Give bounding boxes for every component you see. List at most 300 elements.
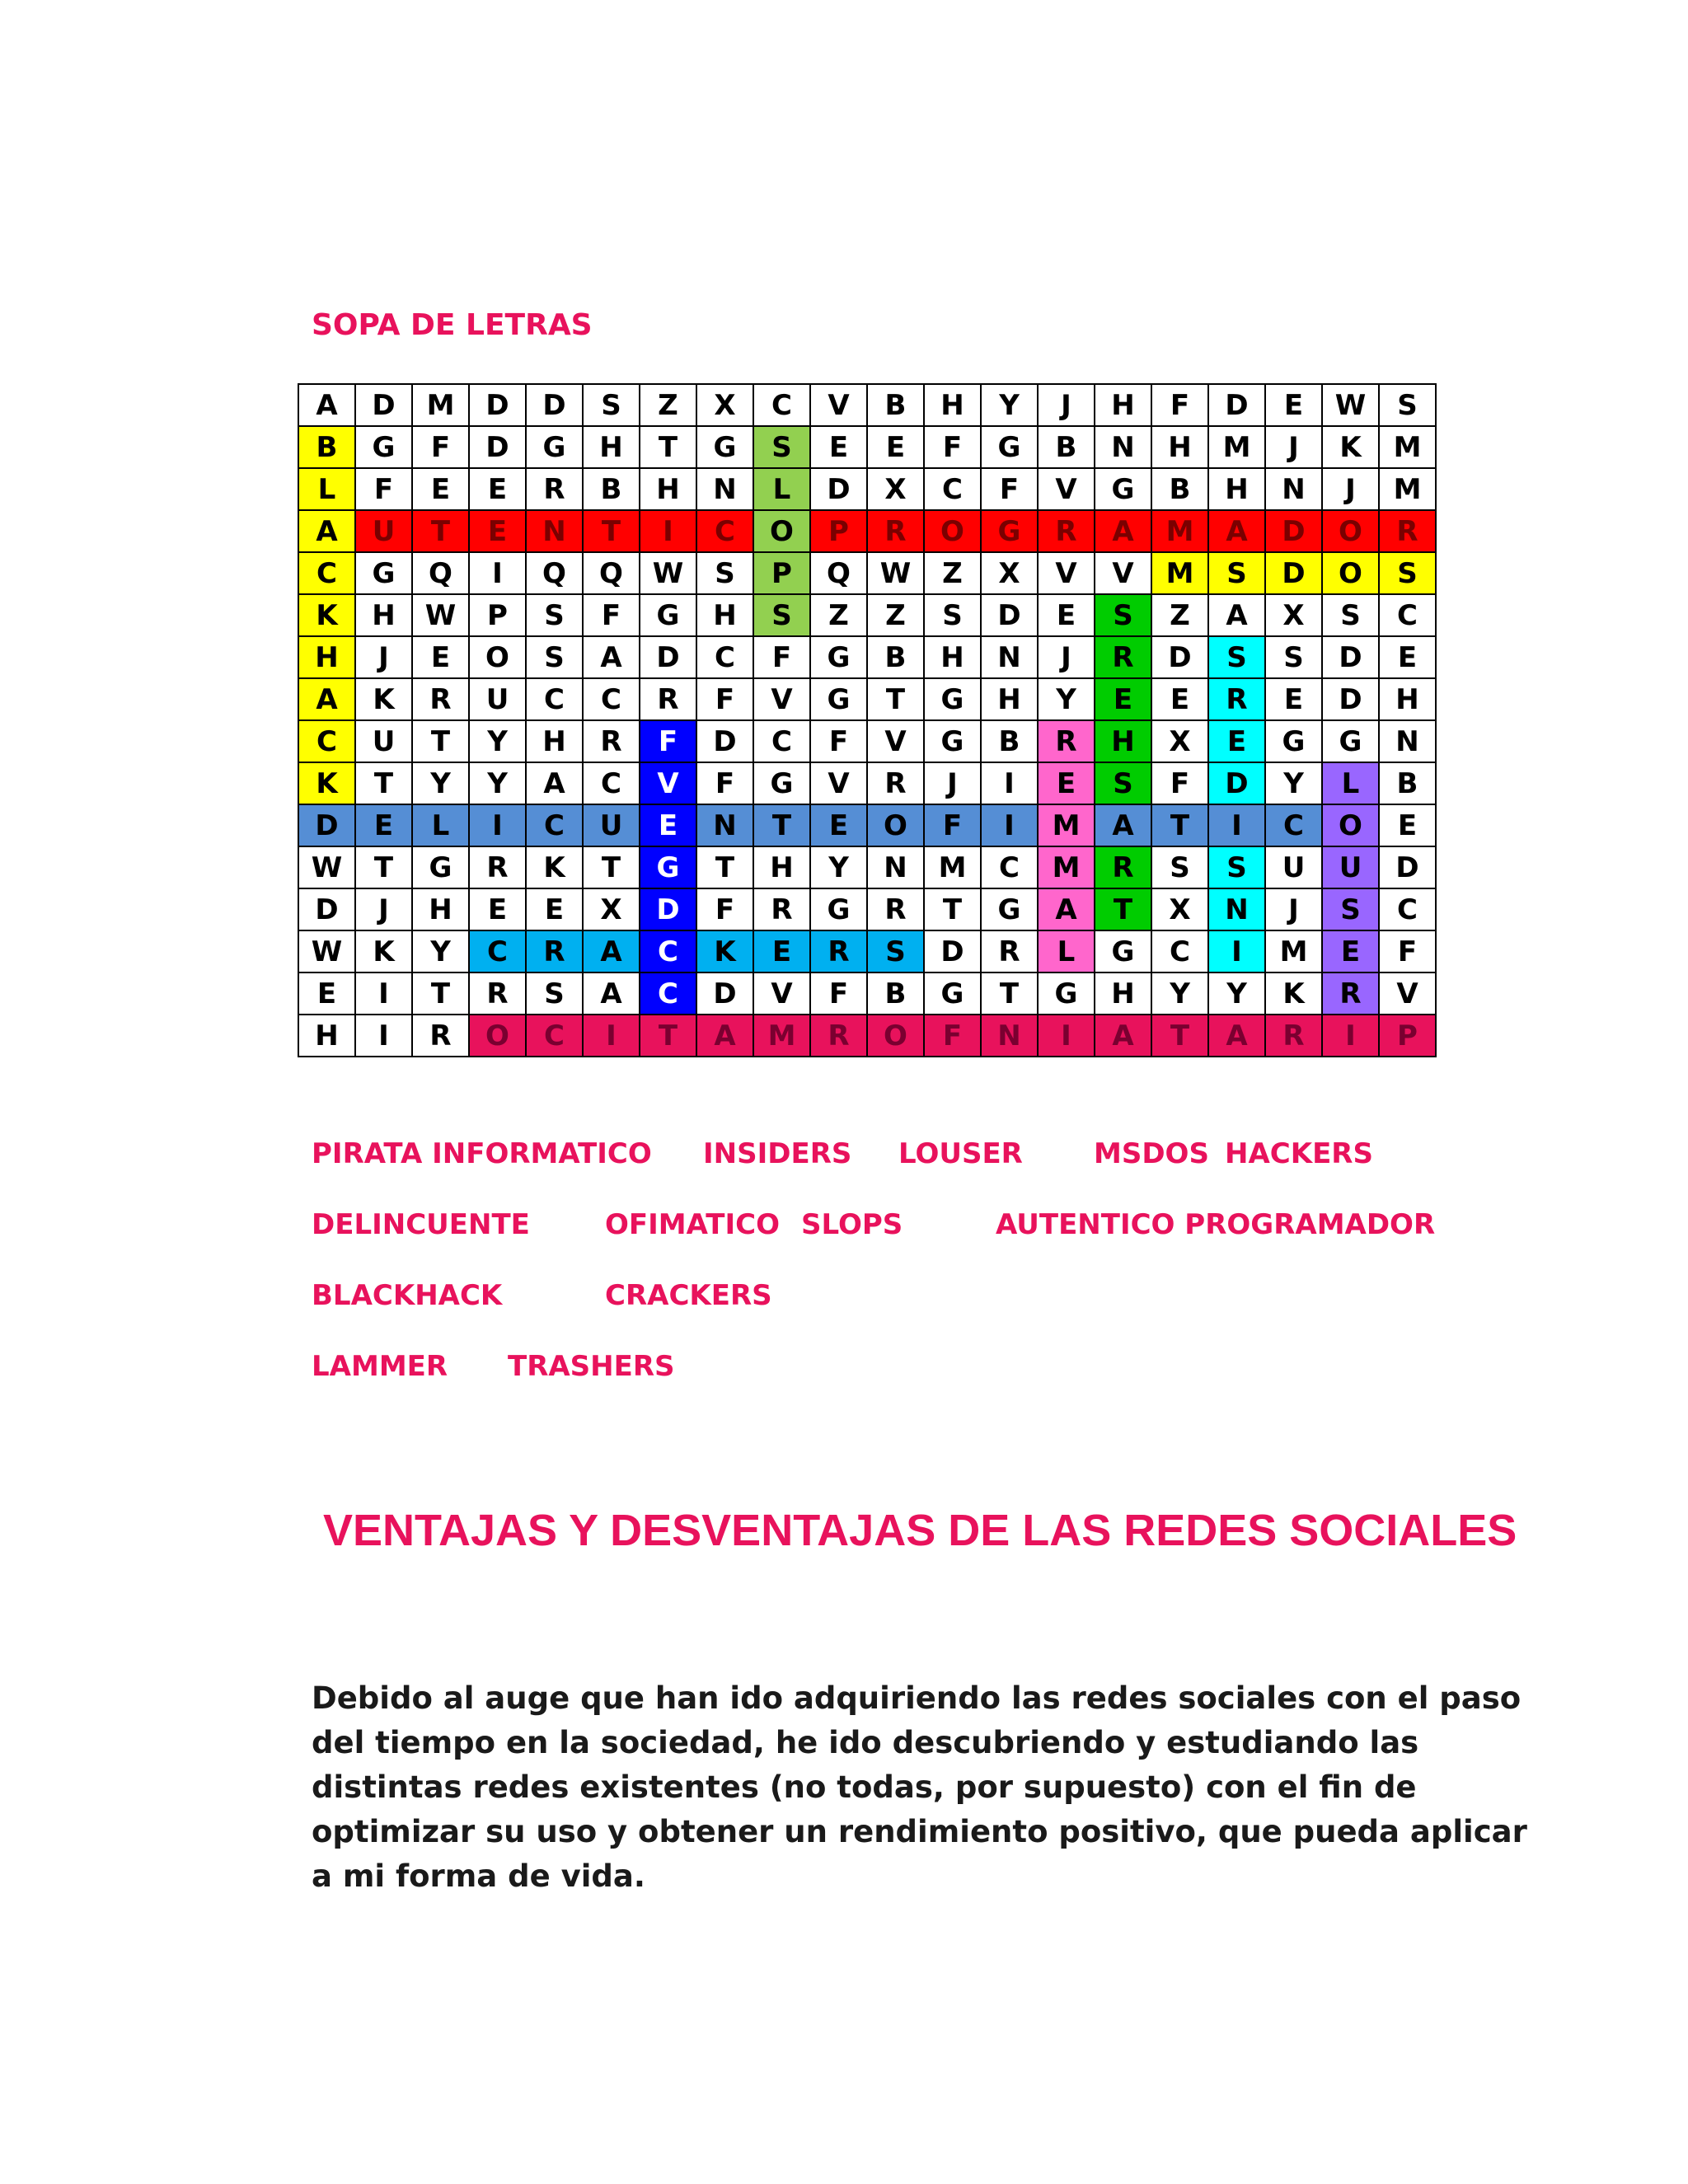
grid-cell: G: [526, 426, 583, 468]
grid-cell: S: [526, 594, 583, 636]
grid-cell: Y: [469, 762, 526, 804]
grid-cell: Z: [640, 384, 696, 426]
grid-cell: G: [1095, 468, 1151, 510]
grid-cell: H: [640, 468, 696, 510]
grid-cell: B: [583, 468, 640, 510]
grid-cell: D: [640, 636, 696, 678]
grid-cell: T: [981, 972, 1038, 1015]
grid-cell: I: [355, 1015, 412, 1057]
grid-cell: R: [753, 888, 810, 930]
grid-cell: O: [1322, 804, 1379, 846]
grid-row: [298, 888, 1436, 930]
grid-cell: V: [1038, 552, 1095, 594]
grid-row: [298, 678, 1436, 720]
word-search-grid: [298, 383, 1437, 1057]
grid-cell: X: [583, 888, 640, 930]
grid-cell: Z: [924, 552, 981, 594]
grid-cell: M: [1151, 552, 1208, 594]
word-pirata-informatico: PIRATA INFORMATICO: [312, 1137, 652, 1170]
grid-cell: E: [810, 804, 867, 846]
grid-cell: C: [298, 720, 355, 762]
grid-cell: D: [640, 888, 696, 930]
grid-cell: H: [412, 888, 469, 930]
grid-cell: A: [1038, 888, 1095, 930]
grid-cell: F: [981, 468, 1038, 510]
grid-cell: W: [1322, 384, 1379, 426]
grid-cell: C: [583, 762, 640, 804]
word-insiders: INSIDERS: [703, 1137, 852, 1170]
grid-cell: T: [583, 510, 640, 552]
grid-cell: D: [981, 594, 1038, 636]
grid-cell: R: [1379, 510, 1436, 552]
grid-cell: I: [981, 762, 1038, 804]
grid-cell: Y: [412, 762, 469, 804]
grid-row: [298, 552, 1436, 594]
grid-cell: S: [1379, 384, 1436, 426]
grid-cell: A: [1095, 510, 1151, 552]
grid-cell: H: [1379, 678, 1436, 720]
grid-cell: F: [924, 1015, 981, 1057]
grid-cell: V: [640, 762, 696, 804]
grid-cell: Q: [810, 552, 867, 594]
grid-cell: Y: [469, 720, 526, 762]
grid-cell: G: [924, 972, 981, 1015]
section-heading: VENTAJAS Y DESVENTAJAS DE LAS REDES SOCIALES: [323, 1506, 1517, 1555]
grid-cell: K: [298, 762, 355, 804]
grid-cell: O: [867, 804, 924, 846]
grid-cell: C: [696, 636, 753, 678]
grid-cell: W: [867, 552, 924, 594]
word-delincuente: DELINCUENTE: [312, 1208, 530, 1241]
grid-cell: K: [526, 846, 583, 888]
grid-cell: Y: [1151, 972, 1208, 1015]
grid-cell: Y: [981, 384, 1038, 426]
grid-cell: D: [1208, 762, 1265, 804]
grid-cell: T: [583, 846, 640, 888]
grid-cell: E: [1208, 720, 1265, 762]
grid-cell: A: [583, 930, 640, 972]
grid-cell: K: [1322, 426, 1379, 468]
grid-cell: Q: [526, 552, 583, 594]
grid-cell: G: [924, 678, 981, 720]
grid-cell: T: [753, 804, 810, 846]
grid-cell: E: [1038, 594, 1095, 636]
grid-cell: C: [696, 510, 753, 552]
grid-cell: D: [298, 888, 355, 930]
grid-cell: E: [469, 468, 526, 510]
grid-cell: F: [640, 720, 696, 762]
grid-cell: E: [469, 888, 526, 930]
grid-cell: Q: [412, 552, 469, 594]
grid-cell: S: [583, 384, 640, 426]
grid-cell: B: [1038, 426, 1095, 468]
grid-cell: U: [583, 804, 640, 846]
grid-cell: V: [753, 972, 810, 1015]
grid-cell: S: [924, 594, 981, 636]
grid-cell: T: [640, 426, 696, 468]
grid-row: [298, 636, 1436, 678]
grid-cell: S: [1208, 636, 1265, 678]
grid-cell: B: [867, 636, 924, 678]
grid-cell: N: [867, 846, 924, 888]
grid-cell: R: [469, 972, 526, 1015]
grid-cell: E: [867, 426, 924, 468]
grid-cell: R: [640, 678, 696, 720]
grid-row: [298, 930, 1436, 972]
grid-cell: G: [924, 720, 981, 762]
grid-cell: N: [696, 468, 753, 510]
grid-row: [298, 510, 1436, 552]
grid-cell: I: [583, 1015, 640, 1057]
grid-cell: U: [355, 510, 412, 552]
grid-cell: R: [583, 720, 640, 762]
grid-cell: D: [1322, 636, 1379, 678]
grid-cell: T: [412, 510, 469, 552]
grid-cell: M: [753, 1015, 810, 1057]
grid-cell: F: [412, 426, 469, 468]
grid-cell: G: [981, 426, 1038, 468]
grid-cell: K: [355, 678, 412, 720]
grid-cell: D: [298, 804, 355, 846]
grid-cell: L: [1038, 930, 1095, 972]
grid-cell: R: [526, 468, 583, 510]
grid-cell: G: [810, 636, 867, 678]
grid-cell: M: [1379, 468, 1436, 510]
grid-cell: T: [355, 846, 412, 888]
grid-cell: J: [1038, 636, 1095, 678]
grid-cell: X: [696, 384, 753, 426]
grid-cell: C: [583, 678, 640, 720]
grid-cell: E: [1038, 762, 1095, 804]
word-crackers: CRACKERS: [605, 1279, 772, 1312]
grid-row: [298, 846, 1436, 888]
grid-cell: G: [1095, 930, 1151, 972]
grid-cell: S: [696, 552, 753, 594]
grid-cell: S: [1322, 888, 1379, 930]
grid-row: [298, 468, 1436, 510]
grid-cell: W: [298, 846, 355, 888]
grid-cell: K: [298, 594, 355, 636]
grid-cell: C: [526, 804, 583, 846]
grid-cell: G: [412, 846, 469, 888]
grid-cell: L: [298, 468, 355, 510]
grid-cell: W: [412, 594, 469, 636]
grid-cell: S: [1208, 846, 1265, 888]
grid-cell: E: [355, 804, 412, 846]
grid-cell: D: [1151, 636, 1208, 678]
grid-cell: A: [526, 762, 583, 804]
grid-cell: V: [1038, 468, 1095, 510]
grid-cell: G: [1038, 972, 1095, 1015]
grid-cell: H: [753, 846, 810, 888]
grid-cell: O: [924, 510, 981, 552]
grid-cell: P: [469, 594, 526, 636]
word-msdos: MSDOS: [1094, 1137, 1209, 1170]
grid-cell: E: [810, 426, 867, 468]
grid-cell: D: [526, 384, 583, 426]
grid-cell: D: [355, 384, 412, 426]
grid-cell: H: [583, 426, 640, 468]
grid-cell: D: [469, 384, 526, 426]
grid-cell: N: [1265, 468, 1322, 510]
grid-cell: W: [298, 930, 355, 972]
grid-cell: D: [696, 972, 753, 1015]
grid-cell: R: [412, 1015, 469, 1057]
grid-cell: G: [810, 888, 867, 930]
grid-cell: B: [867, 384, 924, 426]
grid-cell: C: [924, 468, 981, 510]
grid-cell: M: [1379, 426, 1436, 468]
grid-cell: E: [1095, 678, 1151, 720]
grid-cell: Y: [1265, 762, 1322, 804]
grid-cell: D: [696, 720, 753, 762]
grid-cell: J: [355, 888, 412, 930]
grid-cell: D: [469, 426, 526, 468]
grid-cell: F: [355, 468, 412, 510]
grid-cell: C: [753, 720, 810, 762]
grid-cell: F: [696, 762, 753, 804]
word-ofimatico: OFIMATICO: [605, 1208, 780, 1241]
grid-cell: H: [924, 384, 981, 426]
grid-cell: X: [867, 468, 924, 510]
grid-cell: F: [924, 426, 981, 468]
grid-cell: U: [469, 678, 526, 720]
grid-cell: G: [355, 426, 412, 468]
grid-cell: T: [924, 888, 981, 930]
grid-cell: B: [298, 426, 355, 468]
grid-cell: V: [1379, 972, 1436, 1015]
grid-cell: H: [981, 678, 1038, 720]
grid-cell: J: [1038, 384, 1095, 426]
grid-row: [298, 1015, 1436, 1057]
grid-cell: H: [355, 594, 412, 636]
grid-cell: H: [696, 594, 753, 636]
grid-cell: S: [867, 930, 924, 972]
grid-cell: Y: [1208, 972, 1265, 1015]
grid-row: [298, 762, 1436, 804]
grid-cell: R: [1322, 972, 1379, 1015]
grid-cell: O: [1322, 552, 1379, 594]
grid-cell: N: [981, 1015, 1038, 1057]
grid-cell: R: [981, 930, 1038, 972]
grid-cell: M: [1038, 846, 1095, 888]
grid-cell: E: [298, 972, 355, 1015]
grid-cell: T: [412, 720, 469, 762]
grid-cell: N: [696, 804, 753, 846]
grid-cell: C: [753, 384, 810, 426]
grid-cell: D: [1322, 678, 1379, 720]
grid-cell: I: [1322, 1015, 1379, 1057]
grid-cell: B: [1379, 762, 1436, 804]
word-hackers: HACKERS: [1225, 1137, 1373, 1170]
grid-cell: D: [1379, 846, 1436, 888]
grid-cell: C: [640, 972, 696, 1015]
grid-cell: B: [867, 972, 924, 1015]
grid-cell: A: [1095, 1015, 1151, 1057]
grid-cell: K: [1265, 972, 1322, 1015]
grid-cell: E: [1265, 678, 1322, 720]
grid-cell: H: [1095, 384, 1151, 426]
grid-cell: F: [1151, 762, 1208, 804]
grid-cell: H: [1095, 720, 1151, 762]
grid-cell: R: [1038, 510, 1095, 552]
grid-cell: S: [1151, 846, 1208, 888]
grid-cell: F: [810, 720, 867, 762]
grid-row: [298, 594, 1436, 636]
grid-cell: G: [640, 846, 696, 888]
grid-cell: Y: [1038, 678, 1095, 720]
word-autentico-programador: AUTENTICO PROGRAMADOR: [996, 1208, 1436, 1241]
grid-cell: I: [355, 972, 412, 1015]
grid-cell: O: [1322, 510, 1379, 552]
grid-cell: T: [696, 846, 753, 888]
grid-cell: F: [924, 804, 981, 846]
grid-cell: U: [1265, 846, 1322, 888]
grid-cell: L: [753, 468, 810, 510]
grid-cell: E: [1322, 930, 1379, 972]
grid-cell: U: [355, 720, 412, 762]
grid-cell: C: [1379, 594, 1436, 636]
grid-cell: I: [469, 552, 526, 594]
grid-cell: R: [810, 930, 867, 972]
grid-cell: R: [469, 846, 526, 888]
grid-cell: J: [1265, 888, 1322, 930]
grid-cell: V: [1095, 552, 1151, 594]
grid-row: [298, 804, 1436, 846]
grid-cell: S: [1322, 594, 1379, 636]
grid-cell: T: [1095, 888, 1151, 930]
grid-cell: K: [696, 930, 753, 972]
grid-cell: H: [298, 1015, 355, 1057]
grid-cell: J: [924, 762, 981, 804]
grid-cell: T: [867, 678, 924, 720]
grid-cell: E: [753, 930, 810, 972]
grid-cell: A: [1208, 510, 1265, 552]
grid-cell: Z: [867, 594, 924, 636]
grid-cell: L: [1322, 762, 1379, 804]
grid-cell: O: [469, 636, 526, 678]
grid-cell: A: [1208, 1015, 1265, 1057]
grid-cell: R: [810, 1015, 867, 1057]
grid-cell: C: [640, 930, 696, 972]
grid-cell: G: [810, 678, 867, 720]
grid-cell: G: [981, 510, 1038, 552]
grid-cell: H: [1095, 972, 1151, 1015]
grid-cell: P: [810, 510, 867, 552]
grid-cell: B: [981, 720, 1038, 762]
word-slops: SLOPS: [801, 1208, 903, 1241]
grid-cell: R: [1038, 720, 1095, 762]
grid-cell: S: [1095, 762, 1151, 804]
grid-cell: F: [1379, 930, 1436, 972]
grid-cell: D: [1265, 510, 1322, 552]
grid-cell: P: [1379, 1015, 1436, 1057]
grid-cell: S: [753, 594, 810, 636]
grid-cell: M: [1208, 426, 1265, 468]
grid-cell: F: [1151, 384, 1208, 426]
grid-cell: O: [753, 510, 810, 552]
grid-cell: J: [1322, 468, 1379, 510]
grid-cell: M: [924, 846, 981, 888]
grid-cell: H: [526, 720, 583, 762]
grid-cell: G: [1322, 720, 1379, 762]
grid-cell: P: [753, 552, 810, 594]
grid-cell: I: [640, 510, 696, 552]
grid-cell: T: [412, 972, 469, 1015]
grid-cell: A: [1095, 804, 1151, 846]
grid-cell: U: [1322, 846, 1379, 888]
grid-cell: R: [1208, 678, 1265, 720]
grid-cell: V: [867, 720, 924, 762]
grid-cell: X: [1151, 720, 1208, 762]
grid-cell: S: [753, 426, 810, 468]
grid-cell: M: [1265, 930, 1322, 972]
grid-cell: W: [640, 552, 696, 594]
grid-cell: F: [810, 972, 867, 1015]
grid-cell: O: [867, 1015, 924, 1057]
grid-cell: I: [1208, 804, 1265, 846]
grid-row: [298, 426, 1436, 468]
grid-cell: H: [924, 636, 981, 678]
grid-cell: X: [981, 552, 1038, 594]
grid-cell: S: [1379, 552, 1436, 594]
grid-cell: S: [1208, 552, 1265, 594]
grid-cell: A: [696, 1015, 753, 1057]
grid-cell: T: [1151, 804, 1208, 846]
grid-cell: A: [298, 678, 355, 720]
grid-cell: N: [1095, 426, 1151, 468]
grid-cell: S: [1095, 594, 1151, 636]
grid-cell: S: [526, 972, 583, 1015]
grid-cell: S: [1265, 636, 1322, 678]
grid-cell: N: [526, 510, 583, 552]
grid-cell: G: [696, 426, 753, 468]
grid-cell: C: [469, 930, 526, 972]
grid-cell: A: [583, 972, 640, 1015]
grid-cell: N: [1208, 888, 1265, 930]
grid-cell: B: [1151, 468, 1208, 510]
grid-cell: S: [526, 636, 583, 678]
grid-cell: A: [298, 510, 355, 552]
grid-cell: G: [1265, 720, 1322, 762]
grid-cell: O: [469, 1015, 526, 1057]
grid-cell: Y: [810, 846, 867, 888]
grid-cell: E: [469, 510, 526, 552]
grid-cell: F: [583, 594, 640, 636]
grid-cell: A: [583, 636, 640, 678]
grid-cell: D: [810, 468, 867, 510]
grid-cell: K: [355, 930, 412, 972]
grid-cell: I: [981, 804, 1038, 846]
grid-cell: R: [867, 888, 924, 930]
grid-cell: A: [298, 384, 355, 426]
grid-cell: V: [810, 762, 867, 804]
grid-cell: C: [1379, 888, 1436, 930]
grid-cell: V: [810, 384, 867, 426]
grid-row: [298, 384, 1436, 426]
grid-row: [298, 972, 1436, 1015]
grid-cell: R: [867, 762, 924, 804]
grid-cell: R: [867, 510, 924, 552]
grid-cell: E: [412, 636, 469, 678]
grid-cell: I: [469, 804, 526, 846]
grid-cell: F: [696, 678, 753, 720]
page-title: SOPA DE LETRAS: [312, 308, 593, 342]
word-lammer: LAMMER: [312, 1350, 448, 1383]
grid-cell: N: [981, 636, 1038, 678]
word-trashers: TRASHERS: [508, 1350, 675, 1383]
grid-cell: J: [1265, 426, 1322, 468]
